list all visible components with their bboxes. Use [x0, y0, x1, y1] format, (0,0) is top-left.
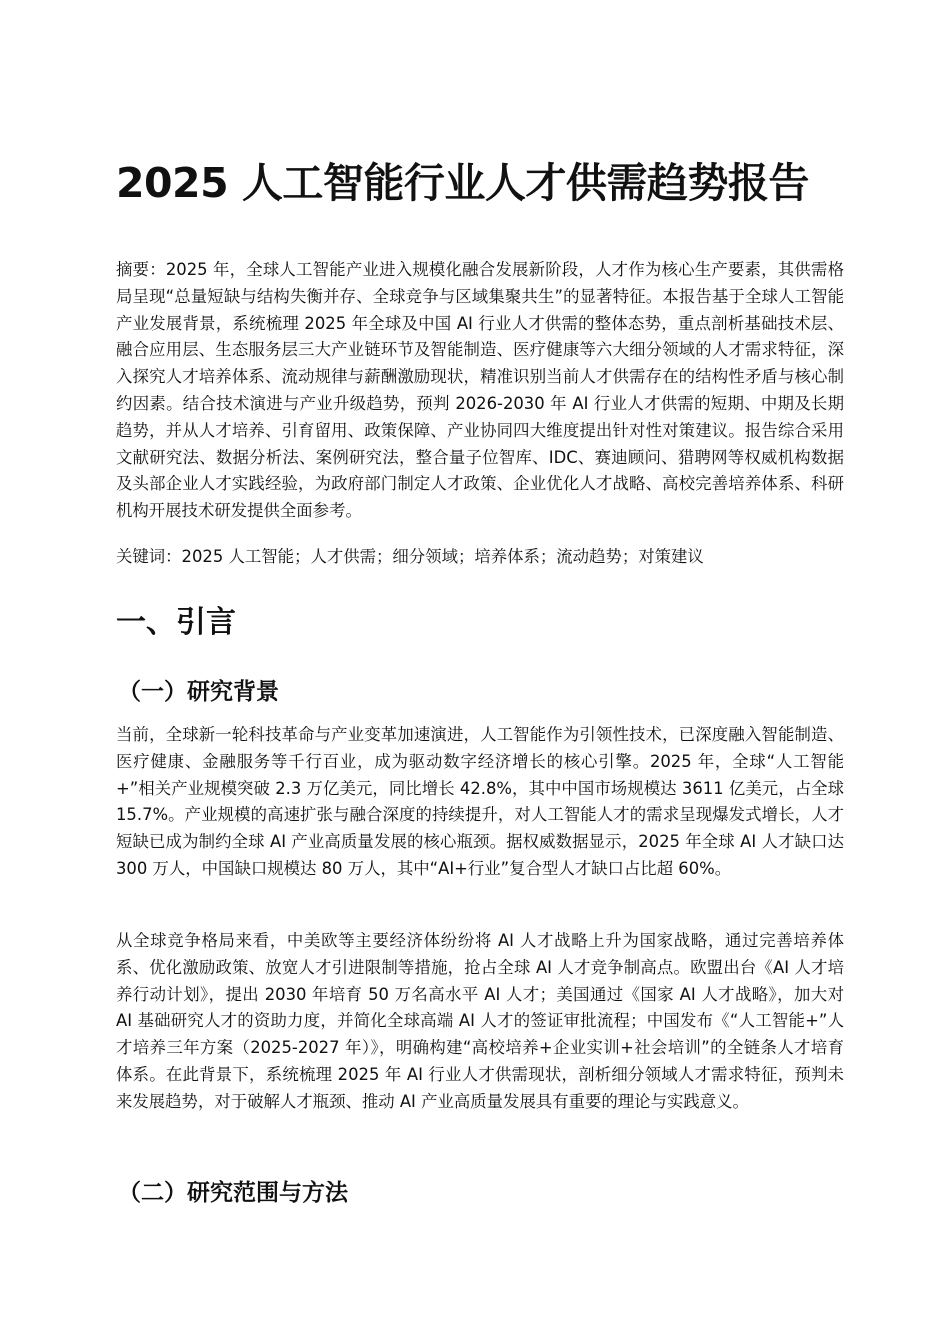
document-title: 2025 人工智能行业人才供需趋势报告 [116, 159, 809, 207]
keywords-line: 关键词：2025 人工智能；人才供需；细分领域；培养体系；流动趋势；对策建议 [116, 547, 704, 566]
subsection-heading-background: （一）研究背景 [118, 679, 279, 705]
background-paragraph-1: 当前，全球新一轮科技革命与产业变革加速演进，人工智能作为引领性技术，已深度融入智能制造、医疗健康、金融服务等千行百业，成为驱动数字经济增长的核心引擎。2025 年，全球“人工智能+”相关产业规模突破 2.3 万亿美元，同比增长 42.8%，其中中国市场规模达 3611 亿美元，占全球 15.7%。产业规模的高速扩张与融合深度的持续提升，对人工智能人才的需求呈现爆发式增长，人才短缺已成为制约全球 AI 产业高质量发展的核心瓶颈。据权威数据显示，2025 年全球 AI 人才缺口达 300 万人，中国缺口规模达 80 万人，其中“AI+行业”复合型人才缺口占比超 60%。 [116, 725, 844, 878]
background-paragraph-2: 从全球竞争格局来看，中美欧等主要经济体纷纷将 AI 人才战略上升为国家战略，通过完善培养体系、优化激励政策、放宽人才引进限制等措施，抢占全球 AI 人才竞争制高点。欧盟出台《AI 人才培养行动计划》，提出 2030 年培育 50 万名高水平 AI 人才；美国通过《国家 AI 人才战略》，加大对 AI 基础研究人才的资助力度，并简化全球高端 AI 人才的签证审批流程；中国发布《“人工智能+”人才培养三年方案（2025-2027 年）》，明确构建“高校培养+企业实训+社会培训”的全链条人才培育体系。在此背景下，系统梳理 2025 年 AI 行业人才供需现状，剖析细分领域人才需求特征，预判未来发展趋势，对于破解人才瓶颈、推动 AI 产业高质量发展具有重要的理论与实践意义。 [116, 931, 844, 1111]
subsection-heading-scope-methods: （二）研究范围与方法 [118, 1180, 348, 1206]
section-heading-introduction: 一、引言 [116, 605, 236, 640]
abstract-paragraph: 摘要：2025 年，全球人工智能产业进入规模化融合发展新阶段，人才作为核心生产要素，其供需格局呈现“总量短缺与结构失衡并存、全球竞争与区域集聚共生”的显著特征。本报告基于全球人工智能产业发展背景，系统梳理 2025 年全球及中国 AI 行业人才供需的整体态势，重点剖析基础技术层、融合应用层、生态服务层三大产业链环节及智能制造、医疗健康等六大细分领域的人才需求特征，深入探究人才培养体系、流动规律与薪酬激励现状，精准识别当前人才供需存在的结构性矛盾与核心制约因素。结合技术演进与产业升级趋势，预判 2026-2030 年 AI 行业人才供需的短期、中期及长期趋势，并从人才培养、引育留用、政策保障、产业协同四大维度提出针对性对策建议。报告综合采用文献研究法、数据分析法、案例研究法，整合量子位智库、IDC、赛迪顾问、猎聘网等权威机构数据及头部企业人才实践经验，为政府部门制定人才政策、企业优化人才战略、高校完善培养体系、科研机构开展技术研发提供全面参考。 [116, 260, 844, 521]
